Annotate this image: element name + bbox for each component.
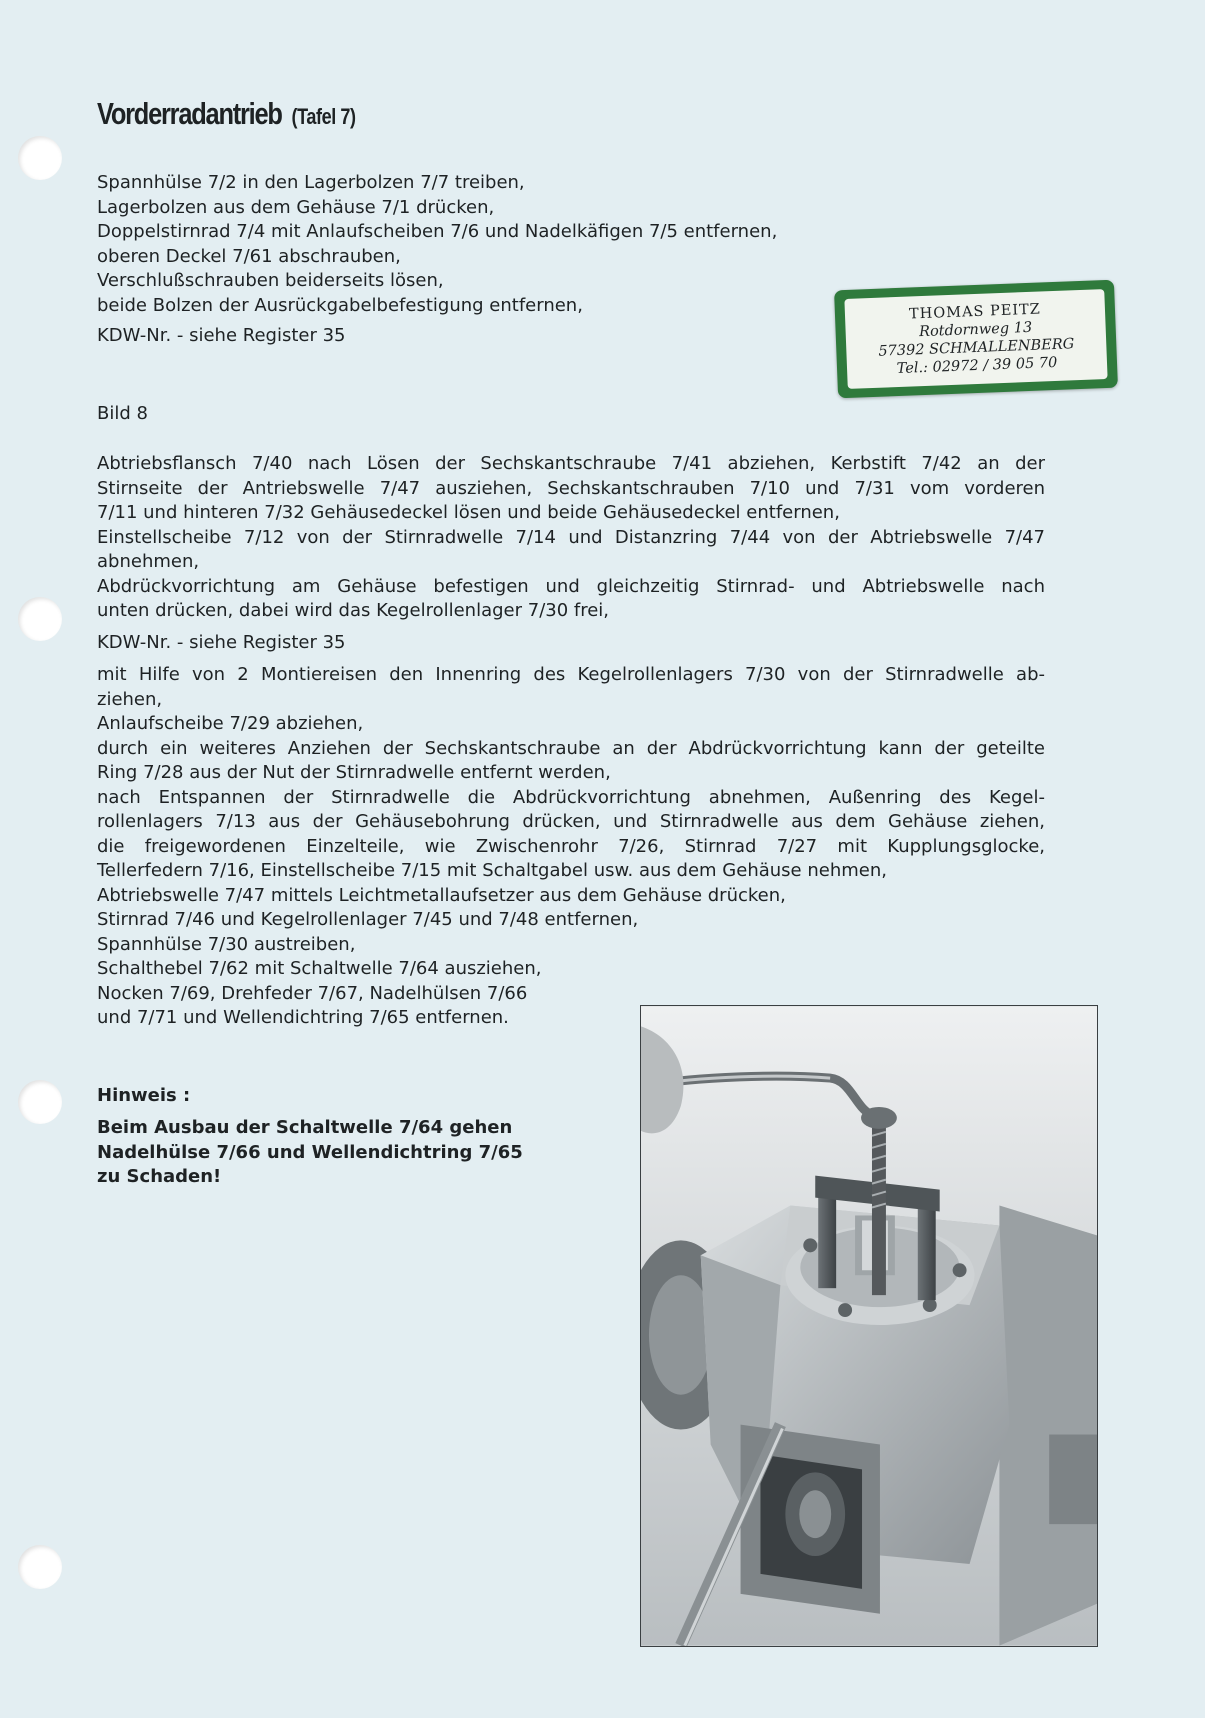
address-stamp xyxy=(834,280,1118,399)
procedure-line: Stirnseite der Antriebswelle 7/47 ausziehen, Sechskantschrauben 7/10 und 7/31 vom vorderen xyxy=(97,477,1045,499)
procedure-line: ziehen, xyxy=(97,688,163,710)
note-line: Nadelhülse 7/66 und Wellendichtring 7/65 xyxy=(97,1141,523,1163)
procedure-line: und 7/71 und Wellendichtring 7/65 entfernen. xyxy=(97,1007,509,1028)
procedure-line: Ring 7/28 aus der Nut der Stirnradwelle entfernt werden, xyxy=(97,762,611,783)
procedure-line: abnehmen, xyxy=(97,551,200,572)
stamp-name: THOMAS PEITZ xyxy=(908,301,1042,323)
title-text: Vorderradantrieb xyxy=(97,96,282,131)
procedure-text xyxy=(97,452,1045,1031)
page-title xyxy=(97,96,356,132)
step-line: Doppelstirnrad 7/4 mit Anlaufscheiben 7/6 und Nadelkäfigen 7/5 entfernen, xyxy=(97,221,778,242)
procedure-line: durch ein weiteres Anziehen der Sechskantschraube an der Abdrückvorrichtung kann der geteilte xyxy=(97,737,1045,759)
step-line: beide Bolzen der Ausrückgabelbefestigung entfernen, xyxy=(97,294,583,316)
procedure-line: die freigewordenen Einzelteile, wie Zwischenrohr 7/26, Stirnrad 7/27 mit Kupplungsglocke, xyxy=(97,835,1045,857)
intro-steps xyxy=(97,171,817,349)
step-line: Spannhülse 7/2 in den Lagerbolzen 7/7 treiben, xyxy=(97,172,525,193)
note-text xyxy=(97,1116,537,1190)
stamp-phone: Tel.: 02972 / 39 05 70 xyxy=(896,354,1058,378)
procedure-line: 7/11 und hinteren 7/32 Gehäusedeckel lösen und beide Gehäusedeckel entfernen, xyxy=(97,502,840,523)
step-line: Verschlußschrauben beiderseits lösen, xyxy=(97,270,444,291)
procedure-line: Abdrückvorrichtung am Gehäuse befestigen und gleichzeitig Stirnrad- und Abtriebswelle nach xyxy=(97,575,1045,597)
procedure-line: Abtriebsflansch 7/40 nach Lösen der Sechskantschraube 7/41 abziehen, Kerbstift 7/42 an der xyxy=(97,453,1045,474)
procedure-line: rollenlagers 7/13 aus der Gehäusebohrung drücken, und Stirnradwelle aus dem Gehäuse ziehen, xyxy=(97,811,1045,832)
note-line: zu Schaden! xyxy=(97,1166,222,1187)
kdw-reference: KDW-Nr. - siehe Register 35 xyxy=(97,631,346,653)
stamp-city: 57392 SCHMALLENBERG xyxy=(878,336,1075,360)
procedure-line: Schalthebel 7/62 mit Schaltwelle 7/64 ausziehen, xyxy=(97,958,542,979)
gearbox-photo xyxy=(640,1005,1098,1647)
title-subtitle: (Tafel 7) xyxy=(291,104,356,129)
procedure-line: Tellerfedern 7/16, Einstellscheibe 7/15 mit Schaltgabel usw. aus dem Gehäuse nehmen, xyxy=(97,860,887,881)
procedure-line: Anlaufscheibe 7/29 abziehen, xyxy=(97,713,364,734)
note-line: Beim Ausbau der Schaltwelle 7/64 gehen xyxy=(97,1117,513,1138)
procedure-line: Nocken 7/69, Drehfeder 7/67, Nadelhülsen 7/66 xyxy=(97,982,528,1004)
procedure-line: Einstellscheibe 7/12 von der Stirnradwelle 7/14 und Distanzring 7/44 von der Abtriebswelle 7/47 xyxy=(97,526,1045,548)
procedure-line: Spannhülse 7/30 austreiben, xyxy=(97,933,356,955)
procedure-line: unten drücken, dabei wird das Kegelrollenlager 7/30 frei, xyxy=(97,600,610,621)
note-heading: Hinweis : xyxy=(97,1085,191,1106)
punch-hole xyxy=(18,136,62,180)
punch-hole xyxy=(18,1080,62,1124)
punch-hole xyxy=(18,597,62,641)
step-line: oberen Deckel 7/61 abschrauben, xyxy=(97,245,401,267)
step-line: Lagerbolzen aus dem Gehäuse 7/1 drücken, xyxy=(97,196,495,218)
puller-tool-illustration xyxy=(641,1006,1097,1646)
punch-hole xyxy=(18,1545,62,1589)
procedure-line: mit Hilfe von 2 Montiereisen den Innenring des Kegelrollenlagers 7/30 von der Stirnradwelle ab- xyxy=(97,664,1045,685)
procedure-line: Abtriebswelle 7/47 mittels Leichtmetallaufsetzer aus dem Gehäuse drücken, xyxy=(97,884,786,906)
kdw-reference: KDW-Nr. - siehe Register 35 xyxy=(97,325,346,346)
procedure-line: Stirnrad 7/46 und Kegelrollenlager 7/45 und 7/48 entfernen, xyxy=(97,909,639,930)
procedure-line: nach Entspannen der Stirnradwelle die Abdrückvorrichtung abnehmen, Außenring des Kegel- xyxy=(97,786,1045,808)
section-heading: Bild 8 xyxy=(97,403,148,424)
stamp-street: Rotdornweg 13 xyxy=(918,319,1033,341)
